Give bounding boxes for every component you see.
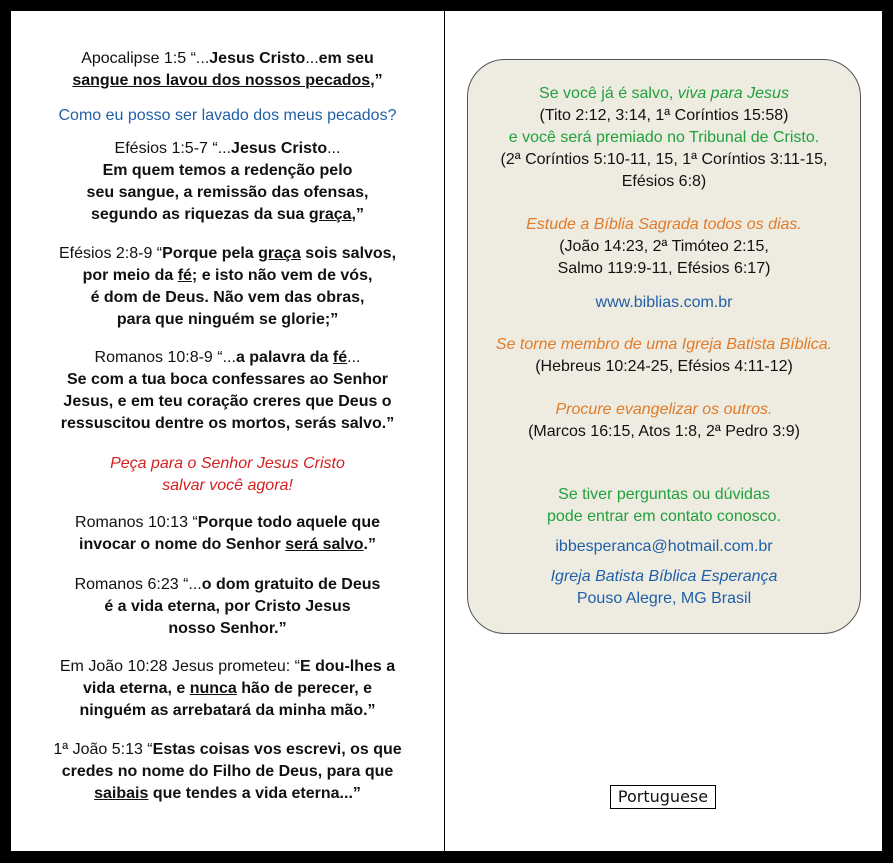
verse-efesios-1: Efésios 1:5-7 “...Jesus Cristo... Em quem temos a redenção pelo seu sangue, a remissão das ofensas, segundo as riquezas da sua graça,” [86, 140, 369, 223]
left-page [11, 11, 444, 851]
website-link[interactable]: www.biblias.com.br [595, 294, 733, 311]
evangelize-refs: (Marcos 16:15, Atos 1:8, 2ª Pedro 3:9) [528, 423, 800, 440]
email-link[interactable]: ibbesperanca@hotmail.com.br [555, 538, 773, 555]
study-refs-2: Salmo 119:9-11, Efésios 6:17) [557, 260, 771, 277]
call-to-salvation: Peça para o Senhor Jesus Cristo salvar você agora! [110, 455, 345, 494]
saved-line: Se você já é salvo, viva para Jesus [539, 85, 789, 102]
info-box [467, 59, 861, 634]
verse-romanos-10-13: Romanos 10:13 “Porque todo aquele que invocar o nome do Senhor será salvo.” [75, 514, 380, 553]
saved-refs: (Tito 2:12, 3:14, 1ª Coríntios 15:58) [539, 107, 789, 124]
reward-refs-1: (2ª Coríntios 5:10-11, 15, 1ª Coríntios 3:11-15, [500, 151, 828, 168]
right-page [445, 11, 882, 851]
verse-joao-10-28: Em João 10:28 Jesus prometeu: “E dou-lhes a vida eterna, e nunca hão de perecer, e ninguém as arrebatará da minha mão.” [59, 658, 396, 719]
language-label: Portuguese [610, 785, 716, 809]
member-line: Se torne membro de uma Igreja Batista Bíblica. [495, 336, 833, 353]
study-refs-1: (João 14:23, 2ª Timóteo 2:15, [559, 238, 769, 255]
reward-refs-2: Efésios 6:8) [621, 173, 707, 190]
contact-line-1: Se tiver perguntas ou dúvidas [558, 486, 770, 503]
contact-line-2: pode entrar em contato conosco. [547, 508, 781, 525]
reward-line: e você será premiado no Tribunal de Cristo. [508, 129, 820, 146]
verse-apocalipse: Apocalipse 1:5 “...Jesus Cristo...em seu sangue nos lavou dos nossos pecados,” [72, 50, 383, 89]
church-location: Pouso Alegre, MG Brasil [576, 590, 752, 607]
evangelize-line: Procure evangelizar os outros. [555, 401, 773, 418]
question-heading: Como eu posso ser lavado dos meus pecados? [58, 107, 397, 124]
church-name: Igreja Batista Bíblica Esperança [550, 568, 778, 585]
verse-romanos-10-8: Romanos 10:8-9 “...a palavra da fé... Se com a tua boca confessares ao Senhor Jesus, e em teu coração creres que Deus o ressuscitou dentre os mortos, serás salvo.” [60, 349, 395, 432]
verse-1-joao-5-13: 1ª João 5:13 “Estas coisas vos escrevi, os que credes no nome do Filho de Deus, para que saibais que tendes a vida eterna...” [53, 741, 402, 802]
member-refs: (Hebreus 10:24-25, Efésios 4:11-12) [535, 358, 793, 375]
study-line: Estude a Bíblia Sagrada todos os dias. [526, 216, 802, 233]
verse-romanos-6-23: Romanos 6:23 “...o dom gratuito de Deus é a vida eterna, por Cristo Jesus nosso Senhor.” [74, 576, 381, 637]
verse-efesios-2: Efésios 2:8-9 “Porque pela graça sois salvos, por meio da fé; e isto não vem de vós, é dom de Deus. Não vem das obras, para que ninguém se glorie;” [58, 245, 397, 328]
